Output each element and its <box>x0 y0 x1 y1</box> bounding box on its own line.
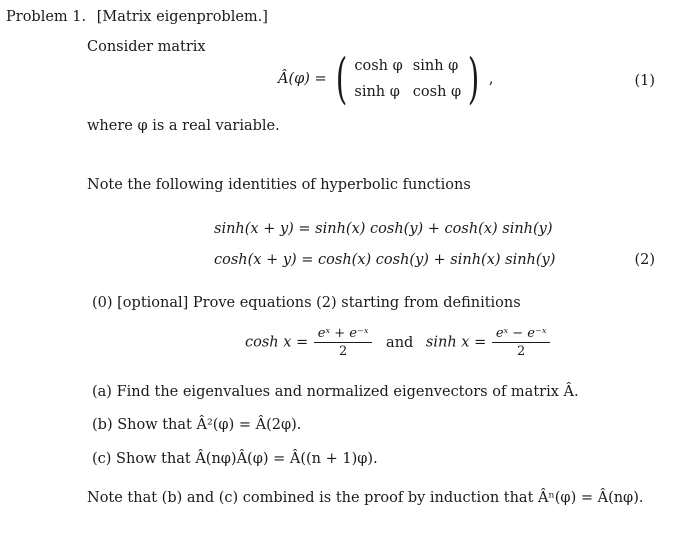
eq1-tail: , <box>488 71 494 87</box>
matrix-cell-11: cosh φ <box>354 58 403 74</box>
where-text: where φ is a real variable. <box>87 118 280 134</box>
right-paren: ) <box>467 47 480 110</box>
sinh-lhs: sinh x = <box>425 334 487 351</box>
cosh-denominator: 2 <box>314 342 373 359</box>
problem-heading-line <box>6 9 268 25</box>
eq1-lhs: Â(φ) = <box>278 71 327 87</box>
matrix-cell-22: cosh φ <box>412 84 462 100</box>
sinh-denominator: 2 <box>492 342 551 359</box>
sinh-fraction <box>494 326 549 359</box>
matrix-A <box>331 47 484 110</box>
final-note: Note that (b) and (c) combined is the proof by induction that Âⁿ(φ) = Â(nφ). <box>87 490 644 506</box>
matrix-cell-12: sinh φ <box>412 58 459 74</box>
note-text: Note the following identities of hyperbolic functions <box>87 177 471 193</box>
eq1-number: (1) <box>634 73 655 89</box>
matrix-grid <box>352 58 463 100</box>
part-0: (0) [optional] Prove equations (2) starting from definitions <box>92 295 521 311</box>
matrix-cell-21: sinh φ <box>354 84 400 100</box>
problem-number: Problem 1. <box>6 9 87 25</box>
part-a: (a) Find the eigenvalues and normalized eigenvectors of matrix Â. <box>92 384 579 400</box>
cosh-fraction <box>316 326 371 359</box>
eq2-number: (2) <box>634 252 655 268</box>
sinh-numerator: eˣ − e⁻ˣ <box>495 326 547 341</box>
left-paren: ( <box>336 47 348 110</box>
cosh-numerator: eˣ + e⁻ˣ <box>317 326 369 341</box>
part-b: (b) Show that Â²(φ) = Â(2φ). <box>92 417 302 433</box>
consider-text: Consider matrix <box>87 39 206 55</box>
and-text: and <box>386 334 414 351</box>
equation-1 <box>278 47 494 110</box>
identity-sinh: sinh(x + y) = sinh(x) cosh(y) + cosh(x) sinh(y) <box>214 221 553 237</box>
definitions <box>245 326 551 359</box>
identity-cosh: cosh(x + y) = cosh(x) cosh(y) + sinh(x) sinh(y) <box>214 252 556 268</box>
cosh-lhs: cosh x = <box>245 334 309 351</box>
problem-title: [Matrix eigenproblem.] <box>96 9 268 25</box>
part-c: (c) Show that Â(nφ)Â(φ) = Â((n + 1)φ). <box>92 451 378 467</box>
